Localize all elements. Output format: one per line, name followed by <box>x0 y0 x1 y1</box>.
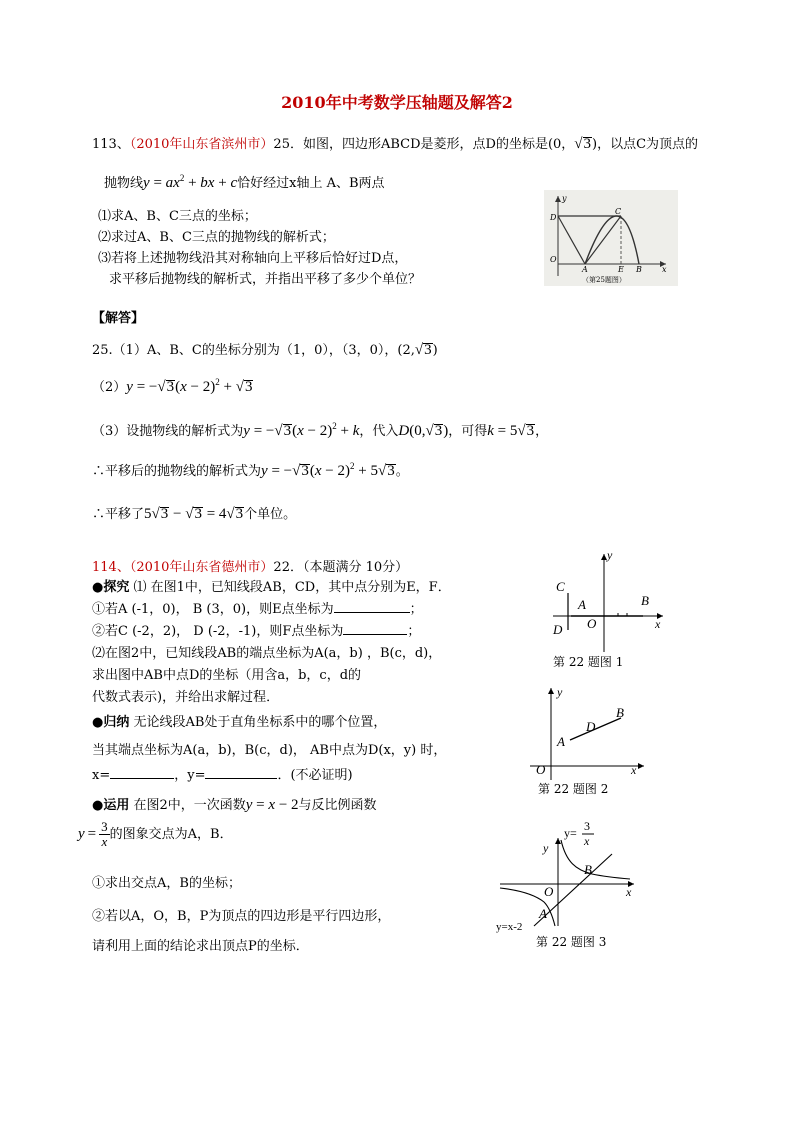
fig3-label-line: y=x-2 <box>496 921 523 933</box>
answer-4: ∴平移后的抛物线的解析式为$y = -√3(x - 2)^2 + 5√3$。 <box>92 461 409 479</box>
q114-induce-1: ●归纳 无论线段AB处于直角坐标系中的哪个位置， <box>92 715 387 730</box>
q113-source: （2010年山东省滨州市） <box>129 137 274 152</box>
q113-fig-caption: （第25题图） <box>582 276 626 284</box>
q114-explore-1: ●探究 ⑴ 在图1中，已知线段AB，CD，其中点分别为E，F． <box>92 580 451 595</box>
q114-explore-2: ①若A (-1，0)， B (3，0)，则E点坐标为 ； <box>92 602 423 617</box>
page-title: 2010年中考数学压轴题及解答2 <box>281 93 513 112</box>
fig1-label-a: A <box>578 597 586 612</box>
answer-5: ∴平移了5√3 − √3 = 4√3个单位。 <box>92 506 297 522</box>
fig3-label-3: 3 <box>584 819 590 833</box>
answer-3: （3）设抛物线的解析式为$y = -√3(x - 2)^2 + k$，代入D(0,√3)，可得k = 5√3， <box>92 421 549 439</box>
q113-sub2: ⑵求过A、B、C三点的抛物线的解析式； <box>98 230 335 245</box>
answer-1: 25.（1）A、B、C的坐标分别为（1，0），（3，0），(2,√3) <box>92 342 438 358</box>
q113-fig-label-b: B <box>636 265 642 274</box>
q113-sub3: ⑶若将上述抛物线沿其对称轴向上平移后恰好过D点， <box>98 251 408 266</box>
q113-number: 113、 <box>92 137 130 152</box>
fig3-label-yeq: y= <box>564 826 577 840</box>
fig1-label-d: D <box>553 622 563 637</box>
fig2-label-b: B <box>616 705 624 720</box>
answer-2: $(2)y = -√3(x - 2)^2 + √3$ <box>92 377 253 395</box>
q113-fig-label-x: x <box>662 265 667 274</box>
fig3-label-y: y <box>543 841 549 855</box>
fig2-label-o: O <box>536 762 546 777</box>
q113-fig-label-a: A <box>582 265 588 274</box>
answer-header: 【解答】 <box>92 311 145 326</box>
q114-induce-3: x= ，y= ．(不必证明) <box>92 768 353 783</box>
q114-explore-6: 代数式表示)，并给出求解过程． <box>92 690 280 705</box>
q113-line2: 抛物线$y = ax^2$ + bx + c恰好经过x轴上 A、B两点 <box>104 173 385 191</box>
fig3-label-x: x <box>626 885 632 899</box>
q113-sub3b: 求平移后抛物线的解析式，并指出平移了多少个单位？ <box>109 272 422 287</box>
fig2-label-x: x <box>631 763 637 777</box>
q113-fig-label-d: D <box>550 213 557 222</box>
fig3-label-b: B <box>584 862 592 877</box>
q113-figure <box>544 190 678 286</box>
q114-figure-2 <box>524 684 649 800</box>
q113-fig-label-c: C <box>615 207 622 216</box>
fig3-label-o: O <box>544 884 554 899</box>
fig1-label-y: y <box>607 548 613 562</box>
q113-fig-label-y: y <box>562 194 567 203</box>
q114-apply-3: ①求出交点A，B的坐标； <box>92 876 241 891</box>
fig2-label-d: D <box>586 719 596 734</box>
q114-apply-4: ②若以A，O，B，P为顶点的四边形是平行四边形， <box>92 909 391 924</box>
fig2-label-a: A <box>557 734 565 749</box>
q114-explore-5: 求出图中AB中点D的坐标（用含a，b，c，d的 <box>92 668 362 683</box>
apply-label: ●运用 <box>92 798 130 813</box>
fig2-label-y: y <box>557 685 563 699</box>
q114-apply-1: ●运用 在图2中，一次函数y = x − 2与反比例函数 <box>92 797 377 813</box>
fig1-label-b: B <box>641 593 649 608</box>
q114-source: （2010年山东省德州市） <box>129 560 274 575</box>
q114-explore-4: ⑵在图2中，已知线段AB的端点坐标为A(a，b) ，B(c，d)， <box>92 646 442 661</box>
q113-fig-label-o: O <box>550 255 557 264</box>
q114-apply-2: y = 3 x 的图象交点为A，B． <box>78 819 233 849</box>
q114-figure-1 <box>545 548 670 672</box>
fig1-caption: 第 22 题图 1 <box>553 655 624 669</box>
q113-stem: 113、（2010年山东省滨州市）25．如图，四边形ABCD是菱形，点D的坐标是(0，√3)，以点C为顶点的 <box>92 136 699 152</box>
fig2-caption: 第 22 题图 2 <box>538 782 609 796</box>
q114-explore-3: ②若C (-2，2)， D (-2，-1)，则F点坐标为 ； <box>92 624 421 639</box>
q114-header: 114、（2010年山东省德州市）22．（本题满分 10分） <box>92 560 409 575</box>
fig1-label-o: O <box>587 616 597 631</box>
fig3-label-a: A <box>539 906 547 921</box>
fig1-label-x: x <box>655 617 661 631</box>
fig1-label-c: C <box>556 579 565 594</box>
q114-number: 114、 <box>92 560 130 575</box>
explore-label: ●探究 <box>92 580 130 595</box>
fig3-label-xden: x <box>584 834 590 848</box>
q114-figure-3 <box>494 814 640 952</box>
parabola-formula: $y = ax^2$ + bx + c <box>143 173 238 191</box>
q113-sub1: ⑴求A、B、C三点的坐标； <box>98 209 257 224</box>
fig3-caption: 第 22 题图 3 <box>536 935 607 949</box>
q114-apply-5: 请利用上面的结论求出顶点P的坐标． <box>92 939 309 954</box>
q114-induce-2: 当其端点坐标为A(a，b)，B(c，d)， AB中点为D(x，y) 时， <box>92 743 447 758</box>
induce-label: ●归纳 <box>92 715 130 730</box>
q113-fig-label-e: E <box>618 265 624 274</box>
